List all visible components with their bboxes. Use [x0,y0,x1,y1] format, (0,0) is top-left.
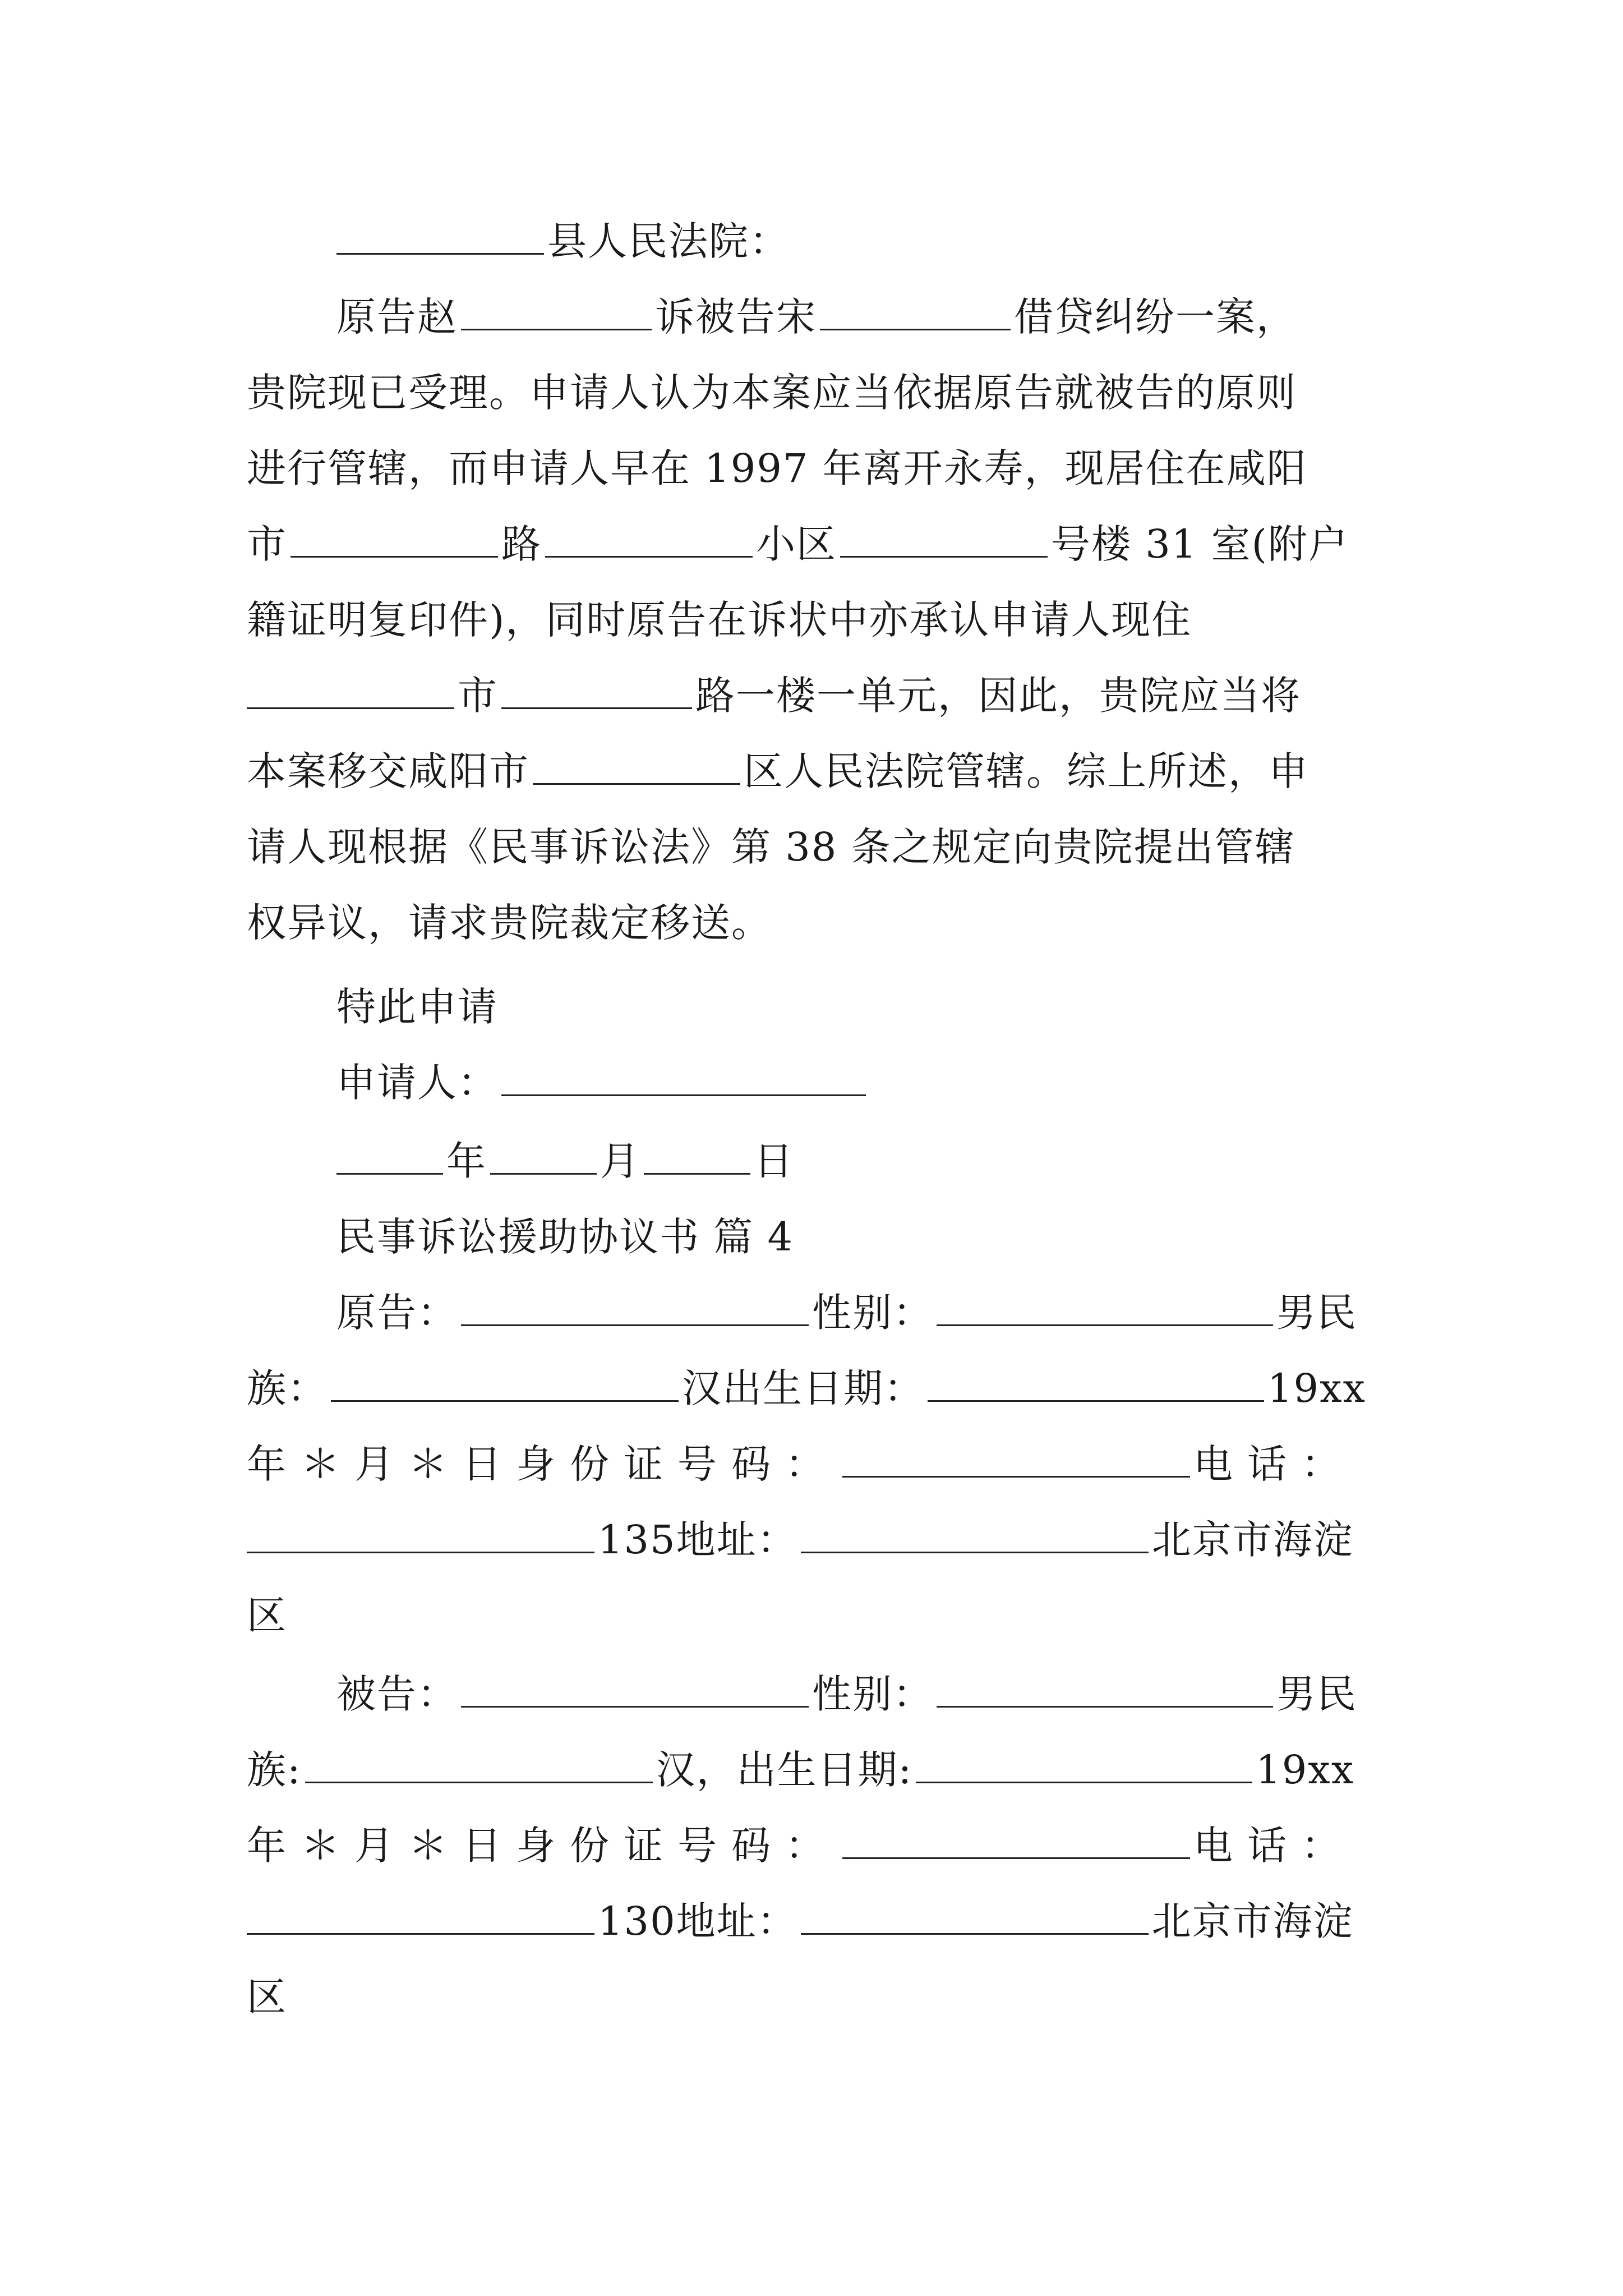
body-text: 借贷纠纷一案， [1014,294,1297,340]
blank-phone [247,1517,594,1553]
address-value: 北京市海淀 [1151,1898,1354,1944]
phone-label: 电话： [1193,1823,1355,1869]
gender-value: 男 [1276,1671,1317,1717]
defendant-line-1 [336,1660,1391,1728]
address-value: 北京市海淀 [1151,1517,1354,1563]
defendant-line-3 [247,1812,1391,1879]
ethnic-value: 汉， [656,1747,737,1793]
blank-id [842,1823,1190,1859]
plaintiff-line-1 [336,1279,1391,1346]
blank-court-name [336,218,544,255]
gender-value: 男 [1276,1290,1317,1336]
body-line-8: 请人现根据《民事诉讼法》第 38 条之规定向贵院提出管辖 [247,824,1295,870]
blank-gender [937,1290,1273,1326]
date-day-label: 日 [754,1138,794,1184]
address-label: 地址： [676,1517,797,1563]
body-text: 小区 [756,521,837,567]
blank-district [533,748,740,785]
blank-address [801,1898,1149,1935]
plaintiff-line-5: 区 [247,1593,287,1639]
defendant-line-2 [247,1736,1391,1803]
body-text: 本案移交咸阳市 [247,748,529,794]
birth-value: 年＊月＊日 [247,1441,516,1487]
body-line-4 [247,510,1391,578]
id-label: 身份证号码： [516,1441,839,1487]
plaintiff-line-3 [247,1430,1391,1498]
blank-plaintiff [461,1290,809,1326]
blank-month [490,1138,597,1175]
ethnic-label: 族: [247,1747,302,1793]
body-line-6 [247,662,1391,729]
applicant-line [336,1049,1391,1116]
body-line-1 [336,283,1391,351]
blank-road [291,521,498,558]
blank-ethnic [331,1365,679,1402]
ethnic-label: 民 [1317,1671,1357,1717]
id-label: 身份证号码： [516,1823,839,1869]
phone-label: 电话： [1193,1441,1355,1487]
applicant-label: 申请人： [336,1060,498,1106]
body-line-3: 进行管辖，而申请人早在 1997 年离开永寿，现居住在咸阳 [247,445,1307,491]
blank-gender [937,1671,1273,1708]
blank-community [545,521,753,558]
date-year-label: 年 [446,1138,487,1184]
blank-phone [247,1898,594,1935]
phone-value: 130 [598,1898,676,1944]
court-header-line [336,208,1391,275]
gender-label: 性别： [812,1290,933,1336]
body-text: 路 [501,521,542,567]
birth-value: 年＊月＊日 [247,1823,516,1869]
body-line-2: 贵院现已受理。申请人认为本案应当依据原告就被告的原则 [247,370,1297,416]
phone-value: 135 [598,1517,676,1563]
birth-value: 19xx [1256,1747,1355,1793]
date-month-label: 月 [600,1138,640,1184]
birth-value: 19xx [1267,1365,1367,1411]
blank-defendant-name [820,294,1011,330]
blank-year [336,1138,443,1175]
defendant-label: 被告： [336,1671,458,1717]
plaintiff-line-4 [247,1506,1391,1573]
body-line-5: 籍证明复印件)，同时原告在诉状中亦承认申请人现住 [247,597,1192,643]
blank-birth [916,1747,1252,1783]
blank-defendant [461,1671,809,1708]
blank-road-2 [501,673,692,709]
body-line-7 [247,738,1391,805]
ethnic-label: 族： [247,1365,328,1411]
plaintiff-line-2 [247,1355,1391,1422]
plaintiff-label: 原告： [336,1290,458,1336]
body-text: 区人民法院管辖。综上所述，申 [744,748,1309,794]
ethnic-label: 民 [1317,1290,1357,1336]
body-text: 原告赵 [336,294,458,340]
body-text: 市 [458,673,498,719]
blank-ethnic [305,1747,653,1783]
date-line [336,1128,1391,1195]
address-label: 地址： [676,1898,797,1944]
gender-label: 性别： [812,1671,933,1717]
blank-city [247,673,454,709]
blank-birth [928,1365,1264,1402]
section-title: 民事诉讼援助协议书 篇 4 [336,1214,794,1260]
closing-request: 特此申请 [336,984,498,1030]
ethnic-value: 汉 [682,1365,722,1411]
birth-label: 出生日期： [722,1365,924,1411]
blank-id [842,1441,1190,1478]
body-text: 路一楼一单元，因此，贵院应当将 [695,673,1301,719]
body-text: 号楼 31 室(附户 [1051,521,1349,567]
blank-address [801,1517,1149,1553]
body-text: 诉被告宋 [655,294,817,340]
blank-building [840,521,1048,558]
blank-day [644,1138,750,1175]
defendant-line-5: 区 [247,1974,287,2020]
blank-plaintiff-name [461,294,652,330]
body-line-9: 权异议，请求贵院裁定移送。 [247,900,772,946]
birth-label: 出生日期: [736,1747,913,1793]
body-text: 市 [247,521,287,567]
defendant-line-4 [247,1888,1391,1955]
blank-applicant [501,1060,866,1096]
court-header: 县人民法院： [547,218,790,264]
